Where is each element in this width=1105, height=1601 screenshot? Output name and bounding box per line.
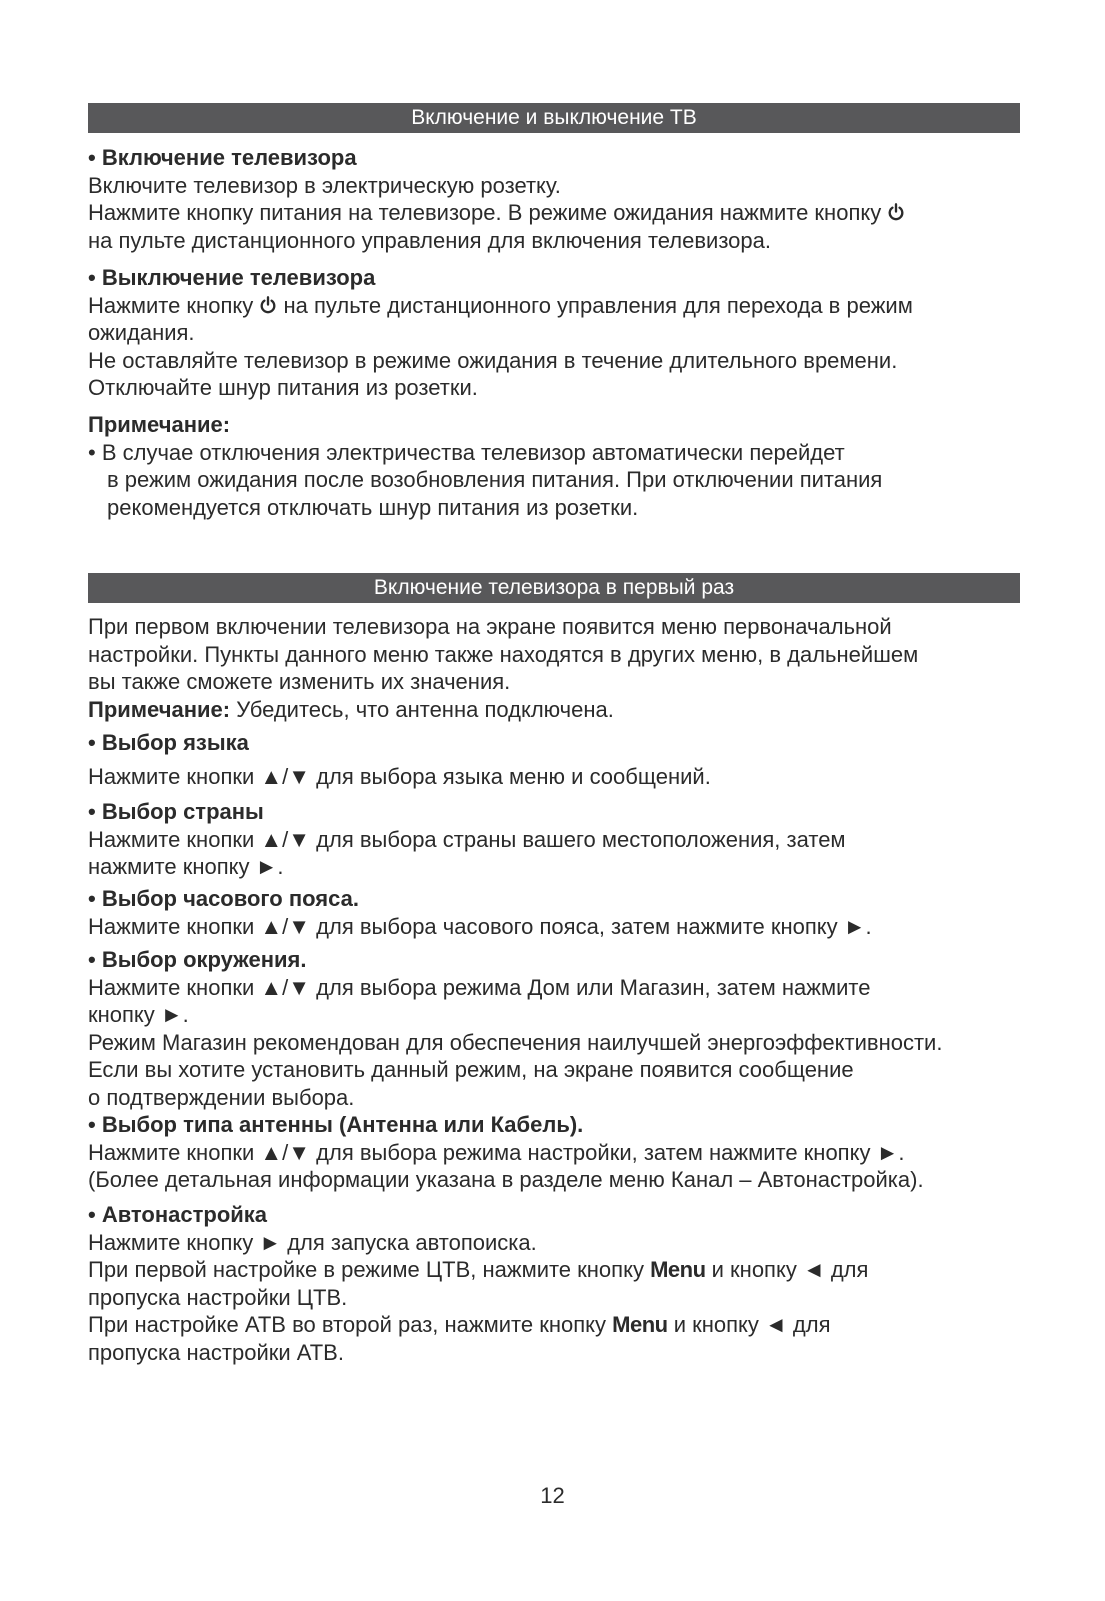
section-country bbox=[88, 798, 1020, 881]
text-line: Нажмите кнопки ▲/▼ для выбора языка меню и сообщений. bbox=[88, 763, 711, 789]
text-span: и кнопку ◄ для bbox=[705, 1257, 869, 1282]
heading-power-on: • Включение телевизора bbox=[88, 145, 357, 170]
text-line: кнопку ►. bbox=[88, 1002, 189, 1027]
text-line: Не оставляйте телевизор в режиме ожидания в течение длительного времени. bbox=[88, 347, 898, 373]
section-language bbox=[88, 729, 1020, 790]
note-label: Примечание: bbox=[88, 696, 231, 722]
text-line bbox=[88, 1311, 1020, 1339]
text-line: в режим ожидания после возобновления питания. При отключении питания bbox=[107, 467, 883, 492]
heading-antenna: • Выбор типа антенны (Антенна или Кабель). bbox=[88, 1112, 584, 1137]
text-line: о подтверждении выбора. bbox=[88, 1084, 355, 1110]
text-span: При настройке АТВ во второй раз, нажмите кнопку bbox=[88, 1312, 613, 1337]
text-line: настройки. Пункты данного меню также находятся в других меню, в дальнейшем bbox=[88, 641, 919, 667]
text-line: • В случае отключения электричества телевизор автоматически перейдет bbox=[88, 439, 845, 465]
note-heading: Примечание: bbox=[88, 412, 231, 437]
section-timezone bbox=[88, 885, 1020, 940]
text-line: Нажмите кнопки ▲/▼ для выбора страны вашего местоположения, затем bbox=[88, 826, 846, 852]
text-line: (Более детальная информации указана в разделе меню Канал – Автонастройка). bbox=[88, 1167, 924, 1192]
text-span: Нажмите кнопку bbox=[88, 292, 254, 318]
section-environment bbox=[88, 946, 1020, 1194]
section-header-first-time: Включение телевизора в первый раз bbox=[88, 573, 1020, 603]
text-line: Нажмите кнопки ▲/▼ для выбора часового пояса, затем нажмите кнопку ►. bbox=[88, 913, 872, 939]
text-line: Режим Магазин рекомендован для обеспечения наилучшей энергоэффективности. bbox=[88, 1029, 943, 1055]
text-line: Если вы хотите установить данный режим, на экране появится сообщение bbox=[88, 1057, 854, 1082]
text-line: Нажмите кнопку ► для запуска автопоиска. bbox=[88, 1229, 537, 1255]
section-note bbox=[88, 411, 1020, 521]
heading-timezone: • Выбор часового пояса. bbox=[88, 886, 359, 911]
text-line bbox=[88, 292, 1020, 320]
text-line: рекомендуется отключать шнур питания из розетки. bbox=[107, 494, 639, 520]
text-line: нажмите кнопку ►. bbox=[88, 854, 284, 879]
page-number: 12 bbox=[540, 1483, 565, 1508]
menu-key-label: Menu bbox=[612, 1312, 668, 1337]
text-line: Нажмите кнопки ▲/▼ для выбора режима настройки, затем нажмите кнопку ►. bbox=[88, 1139, 905, 1165]
menu-key-label: Menu bbox=[650, 1257, 706, 1282]
text-line: Нажмите кнопки ▲/▼ для выбора режима Дом или Магазин, затем нажмите bbox=[88, 974, 871, 1000]
text-span: на пульте дистанционного управления для перехода в режим bbox=[283, 292, 913, 318]
heading-autotune: • Автонастройка bbox=[88, 1202, 268, 1227]
text-line: При первом включении телевизора на экране появится меню первоначальной bbox=[88, 614, 892, 639]
section-power-off bbox=[88, 264, 1020, 402]
text-line: Включите телевизор в электрическую розетку. bbox=[88, 172, 561, 198]
text-line: вы также сможете изменить их значения. bbox=[88, 669, 511, 694]
text-span: и кнопку ◄ для bbox=[667, 1312, 831, 1337]
text-line: пропуска настройки АТВ. bbox=[88, 1339, 344, 1365]
text-line: на пульте дистанционного управления для включения телевизора. bbox=[88, 227, 771, 253]
text-line bbox=[88, 199, 1020, 227]
text-span: Нажмите кнопку питания на телевизоре. В режиме ожидания нажмите кнопку bbox=[88, 200, 882, 225]
section-autotune bbox=[88, 1201, 1020, 1366]
heading-power-off: • Выключение телевизора bbox=[88, 265, 376, 290]
section-header-power: Включение и выключение ТВ bbox=[88, 103, 1020, 133]
section-intro bbox=[88, 613, 1020, 723]
heading-country: • Выбор страны bbox=[88, 799, 264, 824]
text-line bbox=[88, 696, 1020, 724]
text-span: Убедитесь, что антенна подключена. bbox=[230, 696, 614, 722]
heading-environment: • Выбор окружения. bbox=[88, 947, 307, 972]
power-icon bbox=[259, 296, 277, 314]
text-line: Отключайте шнур питания из розетки. bbox=[88, 375, 478, 400]
text-line bbox=[88, 1256, 1020, 1284]
text-span: При первой настройке в режиме ЦТВ, нажмите кнопку bbox=[88, 1257, 651, 1282]
text-line: пропуска настройки ЦТВ. bbox=[88, 1284, 348, 1310]
heading-language: • Выбор языка bbox=[88, 730, 249, 755]
text-line: ожидания. bbox=[88, 320, 195, 345]
power-icon bbox=[887, 203, 905, 221]
section-power-body bbox=[88, 144, 1020, 254]
